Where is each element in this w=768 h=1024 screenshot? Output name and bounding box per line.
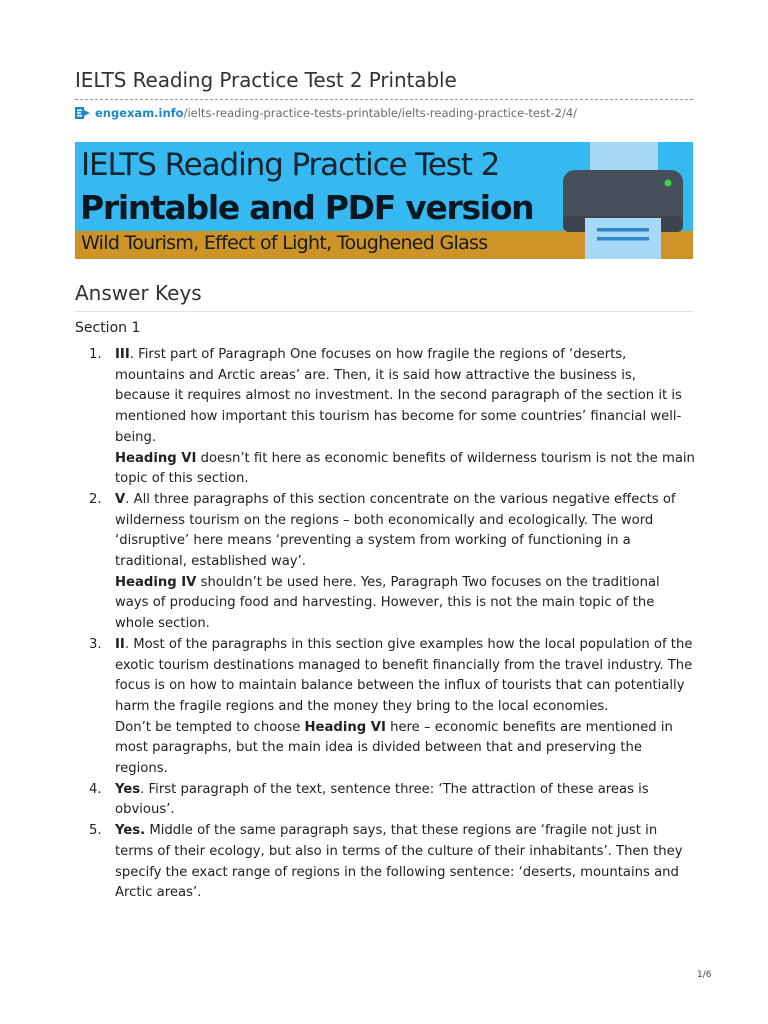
section-divider (75, 311, 693, 312)
banner-image (75, 142, 693, 259)
note-text: doesn’t fit here as economic benefits of wilderness tourism is not the main topic of this section. (115, 450, 695, 487)
list-item (89, 821, 695, 904)
note-heading: Heading VI (115, 450, 197, 466)
banner-line-1: IELTS Reading Practice Test 2 (81, 147, 500, 183)
note-heading: Heading IV (115, 574, 197, 590)
title-divider (75, 99, 693, 100)
answer-text: . Most of the paragraphs in this section give examples how the local population of the exotic tourism destinations managed to benefit financially from the travel industry. The focus is on how to maintain balance between the influx of tourists that can potentially harm the fragile regions and the money they bring to the local economies. (115, 636, 693, 714)
answer-text: Middle of the same paragraph says, that these regions are ‘fragile not just in terms of their ecology, but also in terms of the culture of their inhabitants’. Then they specify the exact range of regions in the following sentence: ‘deserts, mountains and Arctic areas’. (115, 823, 683, 901)
page-title: IELTS Reading Practice Test 2 Printable (75, 68, 457, 92)
answer-key: Yes. (115, 823, 146, 839)
answer-key: III (115, 347, 130, 362)
note-text: Don’t be tempted to choose (115, 719, 305, 735)
answer-text: . First part of Paragraph One focuses on how fragile the regions of ‘deserts, mountains and Arctic areas’ are. Then, it is said how attractive the business is, because it requires almost no investment. In the second paragraph of the section it is mentioned how important this tourism has become for some countries’ financial well-being. (115, 347, 682, 445)
page-number: 1/6 (697, 970, 712, 980)
answer-key: V (115, 491, 126, 507)
source-url[interactable] (75, 106, 577, 122)
list-item (89, 780, 695, 821)
source-domain[interactable]: engexam.info (95, 106, 184, 120)
note-text: shouldn’t be used here. Yes, Paragraph Two focuses on the traditional ways of producing food and harvesting. However, this is not the main topic of the whole section. (115, 574, 660, 632)
item-number: 4. (89, 781, 102, 797)
item-number: 5. (89, 823, 102, 839)
printer-icon (559, 142, 687, 259)
answer-key: Yes (115, 781, 141, 797)
answer-key: II (115, 636, 125, 652)
answer-text: . All three paragraphs of this section concentrate on the various negative effects of wilderness tourism on the regions – both economically and ecologically. The word ‘disruptive’ here means ‘preventing a system from working of functioning in a traditional, established way’. (115, 491, 676, 570)
item-number: 3. (89, 636, 102, 652)
banner-line-2: Printable and PDF version (80, 188, 534, 227)
section-label: Section 1 (75, 320, 141, 336)
note-text: here – economic benefits are mentioned in most paragraphs, but the main idea is divided between that and preserving the regions. (115, 719, 673, 777)
answer-text: . First paragraph of the text, sentence three: ‘The attraction of these areas is obvious’. (115, 781, 649, 818)
item-number: 2. (89, 491, 102, 507)
list-item (89, 635, 695, 780)
answer-list (89, 345, 695, 904)
item-number: 1. (89, 347, 102, 362)
site-logo-icon (75, 107, 90, 122)
source-path[interactable]: /ielts-reading-practice-tests-printable/ielts-reading-practice-test-2/4/ (183, 106, 578, 120)
list-item (89, 490, 695, 635)
list-item (89, 345, 695, 490)
banner-line-3: Wild Tourism, Effect of Light, Toughened Glass (81, 232, 488, 254)
note-heading: Heading VI (304, 719, 386, 735)
section-heading: Answer Keys (75, 281, 202, 305)
